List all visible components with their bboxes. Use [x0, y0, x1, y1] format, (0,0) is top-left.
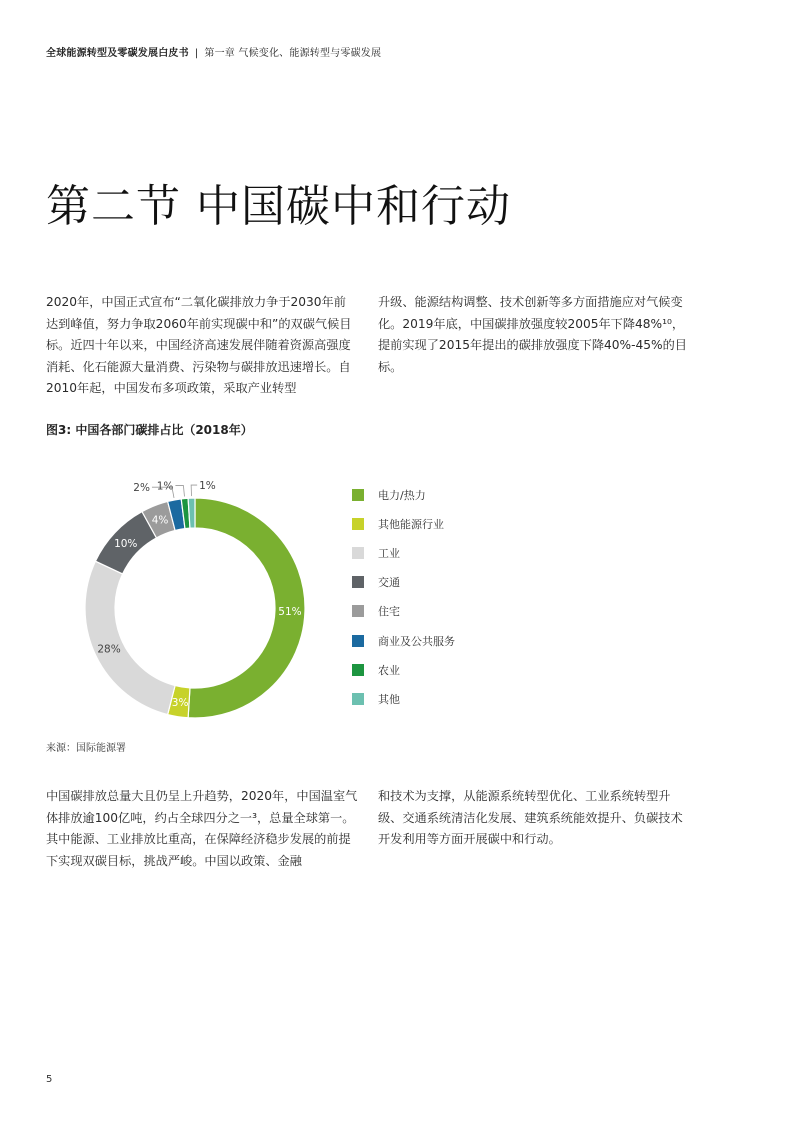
legend-item [352, 480, 455, 509]
legend-swatch [352, 547, 364, 559]
legend-label: 其他 [378, 692, 400, 706]
donut-slice [188, 498, 195, 528]
legend-swatch [352, 489, 364, 501]
figure-source: 来源：国际能源署 [46, 743, 126, 754]
page-number: 5 [46, 1074, 53, 1085]
slice-label: 28% [97, 643, 121, 656]
legend-swatch [352, 664, 364, 676]
legend-item [352, 568, 455, 597]
legend-item [352, 626, 455, 655]
chart-legend [352, 480, 455, 714]
legend-label: 农业 [378, 663, 400, 677]
donut-slice [85, 561, 175, 714]
legend-item [352, 538, 455, 567]
body-paragraph-left: 中国碳排放总量大且仍呈上升趋势，2020年，中国温室气体排放逾100亿吨，约占全球四分之一³，总量全球第一。其中能源、工业排放比重高，在保障经济稳步发展的前提下实现双碳目标，挑战严峻。中国以政策、金融 [46, 789, 358, 868]
legend-label: 其他能源行业 [378, 517, 444, 531]
legend-label: 工业 [378, 546, 400, 560]
legend-label: 交通 [378, 576, 400, 590]
body-paragraph-right: 和技术为支撑，从能源系统转型优化、工业系统转型升级、交通系统清洁化发展、建筑系统能效提升、负碳技术开发利用等方面开展碳中和行动。 [378, 789, 683, 846]
legend-item [352, 509, 455, 538]
section-title: 第二节 中国碳中和行动 [46, 181, 511, 232]
slice-label: 4% [151, 514, 169, 527]
legend-label: 电力/热力 [378, 488, 426, 502]
legend-swatch [352, 635, 364, 647]
label-leader-line [175, 486, 184, 497]
figure-title: 图3: 中国各部门碳排占比（2018年） [46, 423, 253, 437]
intro-paragraph-left: 2020年，中国正式宣布“二氧化碳排放力争于2030年前达到峰值，努力争取2060年前实现碳中和”的双碳气候目标。近四十年以来，中国经济高速发展伴随着资源高强度消耗、化石能源大量消费、污染物与碳排放迅速增长。自2010年起，中国发布多项政策，采取产业转型 [46, 295, 352, 395]
slice-label: 3% [171, 696, 189, 709]
label-leader-line [191, 485, 197, 496]
legend-swatch [352, 605, 364, 617]
donut-chart [70, 472, 320, 722]
legend-item [352, 655, 455, 684]
slice-label: 1% [199, 480, 216, 493]
slice-label: 2% [133, 482, 150, 495]
legend-item [352, 684, 455, 713]
legend-swatch [352, 576, 364, 588]
legend-label: 商业及公共服务 [378, 634, 455, 648]
legend-swatch [352, 518, 364, 530]
header-separator: | [194, 48, 199, 59]
legend-item [352, 597, 455, 626]
running-header [46, 44, 381, 59]
header-chapter: 第一章 气候变化、能源转型与零碳发展 [204, 48, 382, 59]
slice-label: 1% [156, 480, 174, 493]
legend-swatch [352, 693, 364, 705]
slice-label: 51% [278, 605, 302, 618]
legend-label: 住宅 [378, 605, 400, 619]
header-book-title: 全球能源转型及零碳发展白皮书 [46, 48, 189, 59]
intro-paragraph-right: 升级、能源结构调整、技术创新等多方面措施应对气候变化。2019年底，中国碳排放强度较2005年下降48%¹⁰，提前实现了2015年提出的碳排放强度下降40%-45%的目标。 [378, 295, 687, 374]
slice-label: 10% [114, 537, 138, 550]
